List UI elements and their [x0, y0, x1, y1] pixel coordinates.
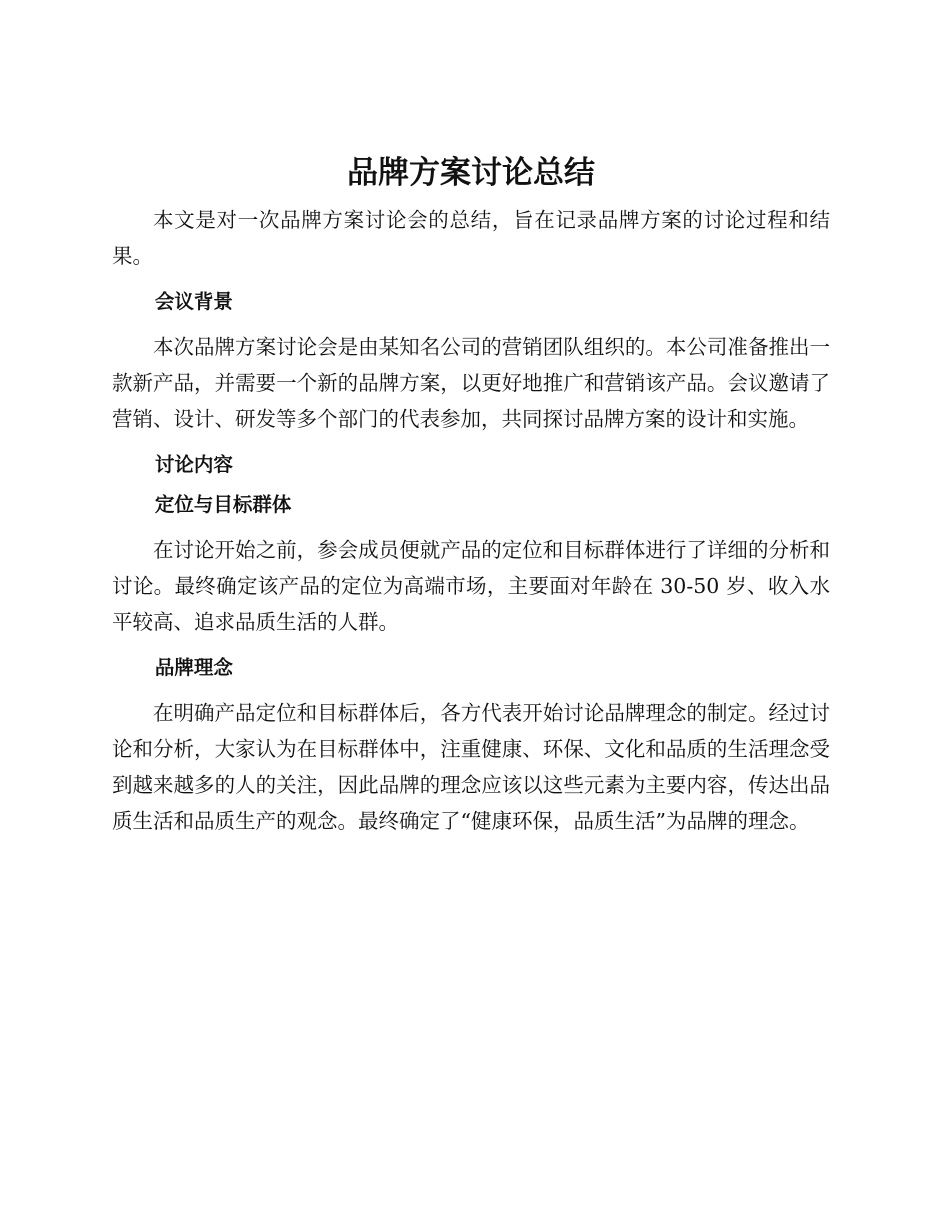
intro-paragraph: 本文是对一次品牌方案讨论会的总结，旨在记录品牌方案的讨论过程和结果。: [112, 208, 830, 268]
positioning-heading: 定位与目标群体: [154, 493, 292, 516]
positioning-paragraph: 在讨论开始之前，参会成员便就产品的定位和目标群体进行了详细的分析和讨论。最终确定该产品的定位为高端市场，主要面对年龄在 30-50 岁、收入水平较高、追求品质生活的人群。: [112, 538, 830, 634]
background-paragraph: 本次品牌方案讨论会是由某知名公司的营销团队组织的。本公司准备推出一款新产品，并需要一个新的品牌方案，以更好地推广和营销该产品。会议邀请了营销、设计、研发等多个部门的代表参加，共同探讨品牌方案的设计和实施。: [112, 335, 830, 431]
background-heading: 会议背景: [154, 290, 233, 313]
brand-concept-heading: 品牌理念: [154, 656, 233, 679]
document-page: [112, 150, 830, 839]
discussion-heading: 讨论内容: [154, 453, 233, 476]
brand-concept-paragraph: 在明确产品定位和目标群体后，各方代表开始讨论品牌理念的制定。经过讨论和分析，大家认为在目标群体中，注重健康、环保、文化和品质的生活理念受到越来越多的人的关注，因此品牌的理念应该以这些元素为主要内容，传达出品质生活和品质生产的观念。最终确定了“健康环保，品质生活”为品牌的理念。: [112, 701, 830, 833]
document-title: 品牌方案讨论总结: [347, 155, 595, 191]
